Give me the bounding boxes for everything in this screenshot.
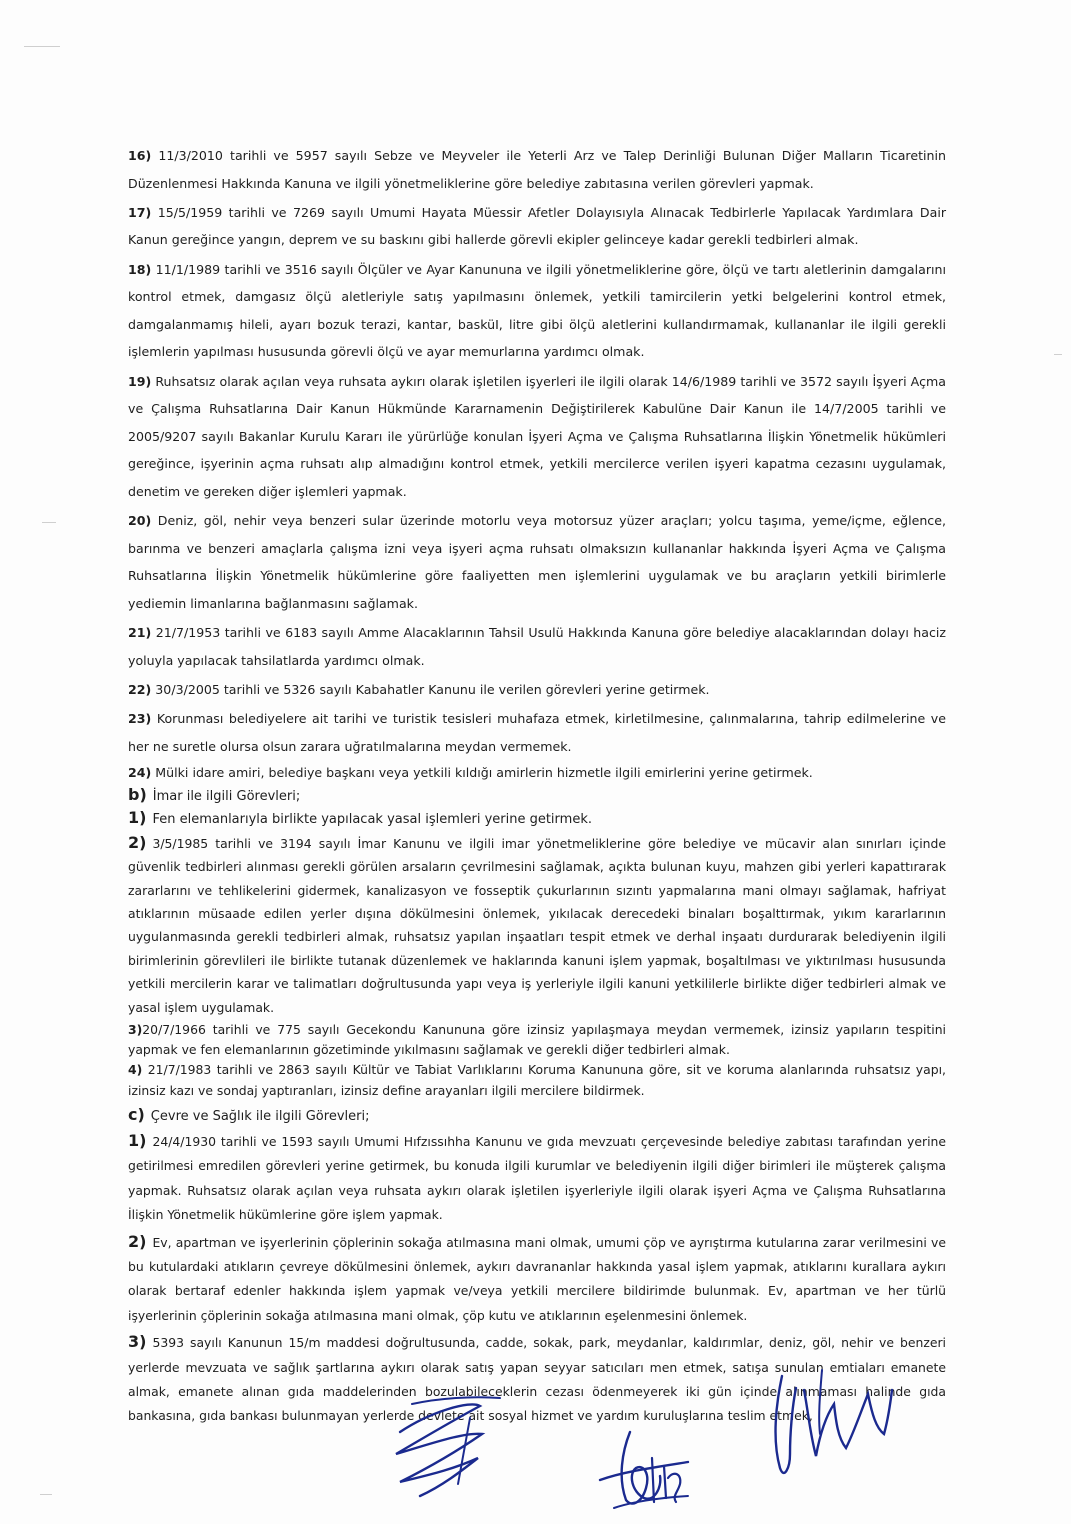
- document-body: [128, 142, 946, 1431]
- paragraph-c-item-1: 1) 24/4/1930 tarihli ve 1593 sayılı Umumi Hıfzıssıhha Kanunu ve gıda mevzuatı çerçevesinde belediye zabıtası tarafından yerine getirilmesi emredilen görevleri yerine getirmek, bu konuda ilgili kurumlar ve belediyenin ilgili diğer birimleri ile müşterek çalışma yapmak. Ruhsatsız olarak açılan veya ruhsata aykırı olarak işletilen işyerleriyle ilgili olarak işyeri Açma ve Çalışma Ruhsatlarına İlişkin Yönetmelik hükümlerine göre işlem yapmak.: [128, 1130, 946, 1223]
- signature-middle: [592, 1418, 702, 1518]
- scan-mark: [24, 46, 60, 47]
- paragraph-item-23: 23) Korunması belediyelere ait tarihi ve turistik tesisleri muhafaza etmek, kirletilmesine, çalınmalarına, tahrip edilmelerine ve her ne suretle olursa olsun zarara uğratılmalarına meydan vermemek.: [128, 711, 946, 754]
- paragraph-b-item-1: 1) Fen elemanlarıyla birlikte yapılacak yasal işlemleri yerine getirmek.: [128, 807, 592, 827]
- paragraph-item-16: 16) 11/3/2010 tarihli ve 5957 sayılı Sebze ve Meyveler ile Yeterli Arz ve Talep Derinliği Bulunan Diğer Malların Ticaretinin Düzenlenmesi Hakkında Kanuna ve ilgili yönetmeliklerine göre belediye zabıtasına verilen görevleri yapmak.: [128, 148, 946, 191]
- paragraph-item-22: 22) 30/3/2005 tarihli ve 5326 sayılı Kabahatler Kanunu ile verilen görevleri yerine getirmek.: [128, 681, 710, 697]
- paragraph-item-20: 20) Deniz, göl, nehir veya benzeri sular üzerinde motorlu veya motorsuz yüzer araçları; yolcu taşıma, yeme/içme, eğlence, barınma ve benzeri amaçlarla çalışma izni veya işyeri açma ruhsatı olmaksızın kullananlar hakkında İşyeri Açma ve Çalışma Ruhsatlarına İlişkin Yönetmelik hükümlerine göre faaliyetten men işlemlerini uygulamak ve bu araçların yetkili birimlerle yediemin limanlarına bağlanmasını sağlamak.: [128, 513, 946, 611]
- paragraph-b-item-3: 3)20/7/1966 tarihli ve 775 sayılı Gecekondu Kanununa göre izinsiz yapılaşmaya meydan vermemek, izinsiz yapıların tespitini yapmak ve fen elemanlarının gözetiminde yıkılmasını sağlamak ve gerekli diğer tedbirleri almak.: [128, 1022, 946, 1058]
- scan-mark: [40, 1494, 52, 1495]
- paragraph-b-item-2: 2) 3/5/1985 tarihli ve 3194 sayılı İmar Kanunu ve ilgili imar yönetmeliklerine göre belediye ve mücavir alan sınırları içinde güvenlik tedbirleri alınması gerekli görülen arsaların çevrilmesini sağlamak, açıkta bulunan kuyu, mahzen gibi yerleri kapattırarak zararlarını ve tehlikelerini gidermek, kanalizasyon ve fosseptik çukurlarının sızıntı yapmalarına mani olmayı sağlamak, hafriyat atıklarının müsaade edilen yerler dışına dökülmesini önlemek, yıkılacak derecedeki binaları boşalttırmak, yıkım kararlarının uygulanmasında gerekli tedbirleri almak, ruhsatsız yapılan inşaatları tespit etmek ve derhal inşaatı durdurarak belediyenin ilgili birimlerinin görevlileri ile birlikte tutanak düzenlemek ve haklarında kanuni işlem yapmak, boşaltılması ve yıktırılması hususunda yetkili mercilerin karar ve talimatları doğrultusunda yapı veya iş yerleriyle ilgili kanuni yetkililerle birlikte diğer tedbirleri almak ve yasal işlem uygulamak.: [128, 832, 946, 1015]
- signature-right: [756, 1364, 906, 1494]
- paragraph-item-18: 18) 11/1/1989 tarihli ve 3516 sayılı Ölçüler ve Ayar Kanununa ve ilgili yönetmeliklerine göre, ölçü ve tartı aletlerinin damgalarını kontrol etmek, damgasız ölçü aletleriyle satış yapılmasını önlemek, yetkili tamircilerin yetki belgelerini kontrol etmek, damgalanmamış hileli, ayarı bozuk terazi, kantar, basküI, litre gibi ölçü aletlerini kullandırmamak, kullananlar ile ilgili gerekli işlemlerin yapılması hususunda görevli ölçü ve ayar memurlarına yardımcı olmak.: [128, 261, 946, 360]
- paragraph-item-19: 19) Ruhsatsız olarak açılan veya ruhsata aykırı olarak işletilen işyerleri ile ilgili olarak 14/6/1989 tarihli ve 3572 sayılı İşyeri Açma ve Çalışma Ruhsatlarına Dair Kanun Hükmünde Kararnamenin Değiştirilerek Kabulüne Dair Kanun ile 14/7/2005 tarihli ve 2005/9207 sayılı Bakanlar Kurulu Kararı ile yürürlüğe konulan İşyeri Açma ve Çalışma Ruhsatlarına İlişkin Yönetmelik hükümleri gereğince, işyerinin açma ruhsatı alıp almadığını kontrol etmek, yetkili mercilerce verilen işyeri kapatma cezasını uygulamak, denetim ve gereken diğer işlemleri yapmak.: [128, 373, 946, 499]
- paragraph-item-21: 21) 21/7/1953 tarihli ve 6183 sayılı Amme Alacaklarının Tahsil Usulü Hakkında Kanuna göre belediye alacaklarından dolayı haciz yoluyla yapılacak tahsilatlarda yardımcı olmak.: [128, 625, 946, 668]
- paragraph-item-17: 17) 15/5/1959 tarihli ve 7269 sayılı Umumi Hayata Müessir Afetler Dolayısıyla Alınacak Tedbirlerle Yapılacak Yardımlara Dair Kanun gereğince yangın, deprem ve su baskını gibi hallerde görevli ekipler gelinceye kadar gerekli tedbirleri almak.: [128, 204, 947, 248]
- scan-mark: [42, 522, 56, 523]
- signature-left: [360, 1392, 520, 1502]
- paragraph-c-item-2: 2) Ev, apartman ve işyerlerinin çöplerinin sokağa atılmasına mani olmak, umumi çöp ve ayrıştırma kutularına zarar verilmesini ve bu kutulardaki atıkların çevreye dökülmesini önlemek, aykırı davrananlar hakkında yasal işlem yapmak, atıklarını kurallara aykırı olarak bertaraf edenler hakkında işlem yapmak ve/veya yetkili mercilere bildirimde bulunmak. Ev, apartman ve her türlü işyerlerinin çöplerinin sokağa atılmasına mani olmak, çöp kutu ve atıklarının eşelenmesini önlemek.: [128, 1231, 946, 1323]
- section-b-heading: b) İmar ile ilgili Görevleri;: [128, 784, 301, 804]
- scan-mark: [1054, 354, 1062, 355]
- section-c-heading: c) Çevre ve Sağlık ile ilgili Görevleri;: [128, 1104, 370, 1124]
- paragraph-c-item-3: 3) 5393 sayılı Kanunun 15/m maddesi doğrultusunda, cadde, sokak, park, meydanlar, kaldırımlar, deniz, göl, nehir ve benzeri yerlerde mevzuata ve sağlık şartlarına aykırı olarak satış yapan seyyar satıcıları men etmek, satışa sunulan emtiaları emanete almak, emanete alınan gıda maddelerinden bozulabileceklerin cezası ödenmeyerek iki gün içinde alınmaması halinde gıda bankasına, gıda bankası bulunmayan yerlerde devlete ait sosyal hizmet ve yardım kuruluşlarına teslim etmek,: [128, 1332, 946, 1424]
- paragraph-b-item-4: 4) 21/7/1983 tarihli ve 2863 sayılı Kültür ve Tabiat Varlıklarını Koruma Kanununa göre, sit ve koruma alanlarında ruhsatsız yapı, izinsiz kazı ve sondaj yaptıranları, izinsiz define arayanları ilgili mercilere bildirmek.: [128, 1062, 946, 1098]
- paragraph-item-24: 24) Mülki idare amiri, belediye başkanı veya yetkili kıldığı amirlerin hizmetle ilgili emirlerini yerine getirmek.: [128, 764, 813, 780]
